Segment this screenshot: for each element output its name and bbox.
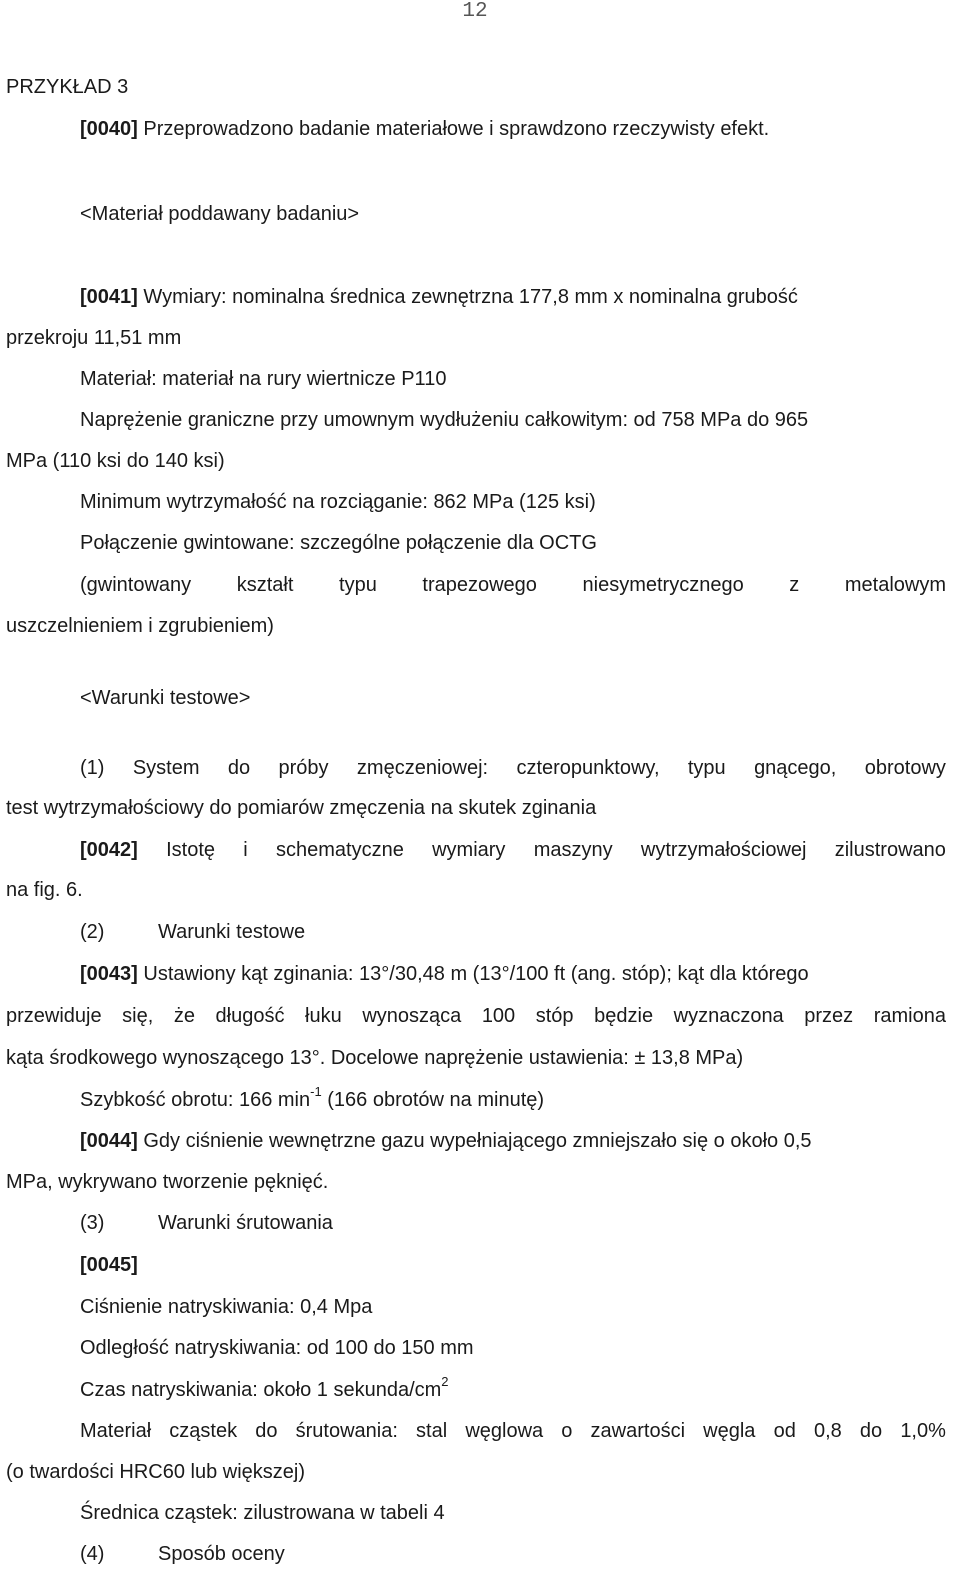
word: do <box>227 757 251 779</box>
degree-symbol: ° <box>311 1047 320 1069</box>
word: wyznaczona <box>673 1005 784 1027</box>
word: obrotowy <box>864 757 946 779</box>
word: do <box>255 1420 278 1442</box>
example-heading: PRZYKŁAD 3 <box>6 76 129 98</box>
word: zawartości <box>590 1420 686 1442</box>
word: od <box>773 1420 796 1442</box>
word: System <box>132 757 200 779</box>
section-4-heading <box>80 1542 285 1566</box>
text-segment: Ustawiony kąt zginania: 13 <box>137 963 382 985</box>
paragraph-tag: [0041] <box>80 286 138 308</box>
word: o <box>561 1420 573 1442</box>
word: Istotę <box>166 839 215 861</box>
test-heading: <Warunki testowe> <box>80 687 251 709</box>
superscript: 2 <box>441 1374 449 1390</box>
word: 100 <box>481 1005 516 1027</box>
word: się, <box>122 1005 154 1027</box>
word: długość <box>215 1005 285 1027</box>
section-number: (2) <box>80 921 105 943</box>
word: typu <box>339 574 377 596</box>
section-title: Warunki śrutowania <box>158 1212 333 1234</box>
min-strength-line: Minimum wytrzymałość na rozciąganie: 862 MPa (125 ksi) <box>80 491 596 513</box>
word: przez <box>804 1005 854 1027</box>
word: i <box>243 839 248 861</box>
material-line: Materiał: materiał na rury wiertnicze P110 <box>80 368 447 390</box>
word: będzie <box>594 1005 654 1027</box>
paragraph-0044-line2: MPa, wykrywano tworzenie pęknięć. <box>6 1171 329 1193</box>
thread-line1 <box>80 573 946 597</box>
paragraph-0044-line1 <box>80 1129 812 1153</box>
section-title: Warunki testowe <box>158 921 306 943</box>
paragraph-0042-line1 <box>80 838 946 862</box>
paragraph-text: Przeprowadzono badanie materiałowe i sprawdzono rzeczywisty efekt. <box>137 118 770 140</box>
connection-line: Połączenie gwintowane: szczególne połączenie dla OCTG <box>80 532 597 554</box>
rotation-speed-line <box>80 1084 545 1112</box>
word: wytrzymałościowej <box>640 839 807 861</box>
word: wymiary <box>432 839 506 861</box>
degree-symbol: ° <box>501 963 510 985</box>
stress-line2: MPa (110 ksi do 140 ksi) <box>6 450 225 472</box>
word: 0,8 <box>813 1420 842 1442</box>
paragraph-0041-line1 <box>80 285 798 309</box>
page-number: 12 <box>462 0 488 23</box>
word: schematyczne <box>275 839 404 861</box>
spray-distance-line: Odległość natryskiwania: od 100 do 150 mm <box>80 1337 474 1359</box>
word: śrutowania: <box>295 1420 398 1442</box>
degree-symbol: ° <box>381 963 390 985</box>
paragraph-0040 <box>80 117 769 141</box>
spray-time-line <box>80 1374 449 1402</box>
paragraph-0043-line3 <box>6 1046 743 1070</box>
word: kształt <box>236 574 294 596</box>
stress-line1: Naprężenie graniczne przy umownym wydłużeniu całkowitym: od 758 MPa do 965 <box>80 409 809 431</box>
word: niesymetrycznego <box>582 574 744 596</box>
particle-diameter-line: Średnica cząstek: zilustrowana w tabeli 4 <box>80 1502 445 1524</box>
spray-pressure-line: Ciśnienie natryskiwania: 0,4 Mpa <box>80 1296 373 1318</box>
paragraph-0043-line1 <box>80 962 809 986</box>
text-segment: Szybkość obrotu: 166 min <box>80 1089 311 1111</box>
word: zilustrowano <box>834 839 946 861</box>
word: że <box>173 1005 195 1027</box>
section-number: (1) <box>80 757 105 779</box>
paragraph-text: Gdy ciśnienie wewnętrzne gazu wypełniającego zmniejszało się o około 0,5 <box>137 1130 812 1152</box>
section-title: Sposób oceny <box>158 1543 285 1565</box>
word: ramiona <box>873 1005 946 1027</box>
text-segment: kąta środkowego wynoszącego 13 <box>6 1047 312 1069</box>
word: gnącego, <box>754 757 837 779</box>
word: zmęczeniowej: <box>356 757 489 779</box>
superscript: -1 <box>310 1084 322 1100</box>
word: łuku <box>305 1005 342 1027</box>
word: próby <box>278 757 329 779</box>
word: z <box>789 574 800 596</box>
paragraph-0043-line2 <box>6 1004 946 1028</box>
thread-line2: uszczelnieniem i zgrubieniem) <box>6 615 274 637</box>
section-3-heading <box>80 1211 333 1235</box>
text-segment: /100 ft (ang. stóp); kąt dla którego <box>509 963 809 985</box>
paragraph-tag: [0044] <box>80 1130 138 1152</box>
section-1-line1 <box>80 756 946 780</box>
word: stal <box>416 1420 448 1442</box>
paragraph-tag: [0040] <box>80 118 138 140</box>
word: do <box>859 1420 883 1442</box>
paragraph-0041-line2: przekroju 11,51 mm <box>6 327 182 349</box>
section-1-line2: test wytrzymałościowy do pomiarów zmęczenia na skutek zginania <box>6 797 597 819</box>
section-number: (4) <box>80 1543 105 1565</box>
paragraph-tag: [0042] <box>80 839 138 861</box>
word: stóp <box>535 1005 574 1027</box>
word: przewiduje <box>6 1005 102 1027</box>
word: węgla <box>703 1420 756 1442</box>
word: węglowa <box>465 1420 544 1442</box>
word: Materiał <box>80 1420 152 1442</box>
section-2-heading <box>80 920 305 944</box>
paragraph-tag: [0043] <box>80 963 138 985</box>
word: maszyny <box>533 839 613 861</box>
word: wynosząca <box>362 1005 462 1027</box>
text-segment: . Docelowe naprężenie ustawienia: ± 13,8 MPa) <box>319 1047 744 1069</box>
word: czteropunktowy, <box>516 757 660 779</box>
paragraph-0042-line2: na fig. 6. <box>6 879 83 901</box>
word: typu <box>687 757 726 779</box>
word: trapezowego <box>422 574 537 596</box>
word: (gwintowany <box>80 574 192 596</box>
paragraph-0045-tag: [0045] <box>80 1254 138 1276</box>
material-heading: <Materiał poddawany badaniu> <box>80 203 360 225</box>
word: metalowym <box>844 574 946 596</box>
shot-material-line1 <box>80 1419 946 1443</box>
word: cząstek <box>169 1420 238 1442</box>
text-segment: Czas natryskiwania: około 1 sekunda/cm <box>80 1379 442 1401</box>
paragraph-text: Wymiary: nominalna średnica zewnętrzna 177,8 mm x nominalna grubość <box>137 286 798 308</box>
text-segment: (166 obrotów na minutę) <box>321 1089 545 1111</box>
shot-material-line2: (o twardości HRC60 lub większej) <box>6 1461 305 1483</box>
text-segment: /30,48 m (13 <box>389 963 502 985</box>
word: 1,0% <box>900 1420 946 1442</box>
section-number: (3) <box>80 1212 105 1234</box>
